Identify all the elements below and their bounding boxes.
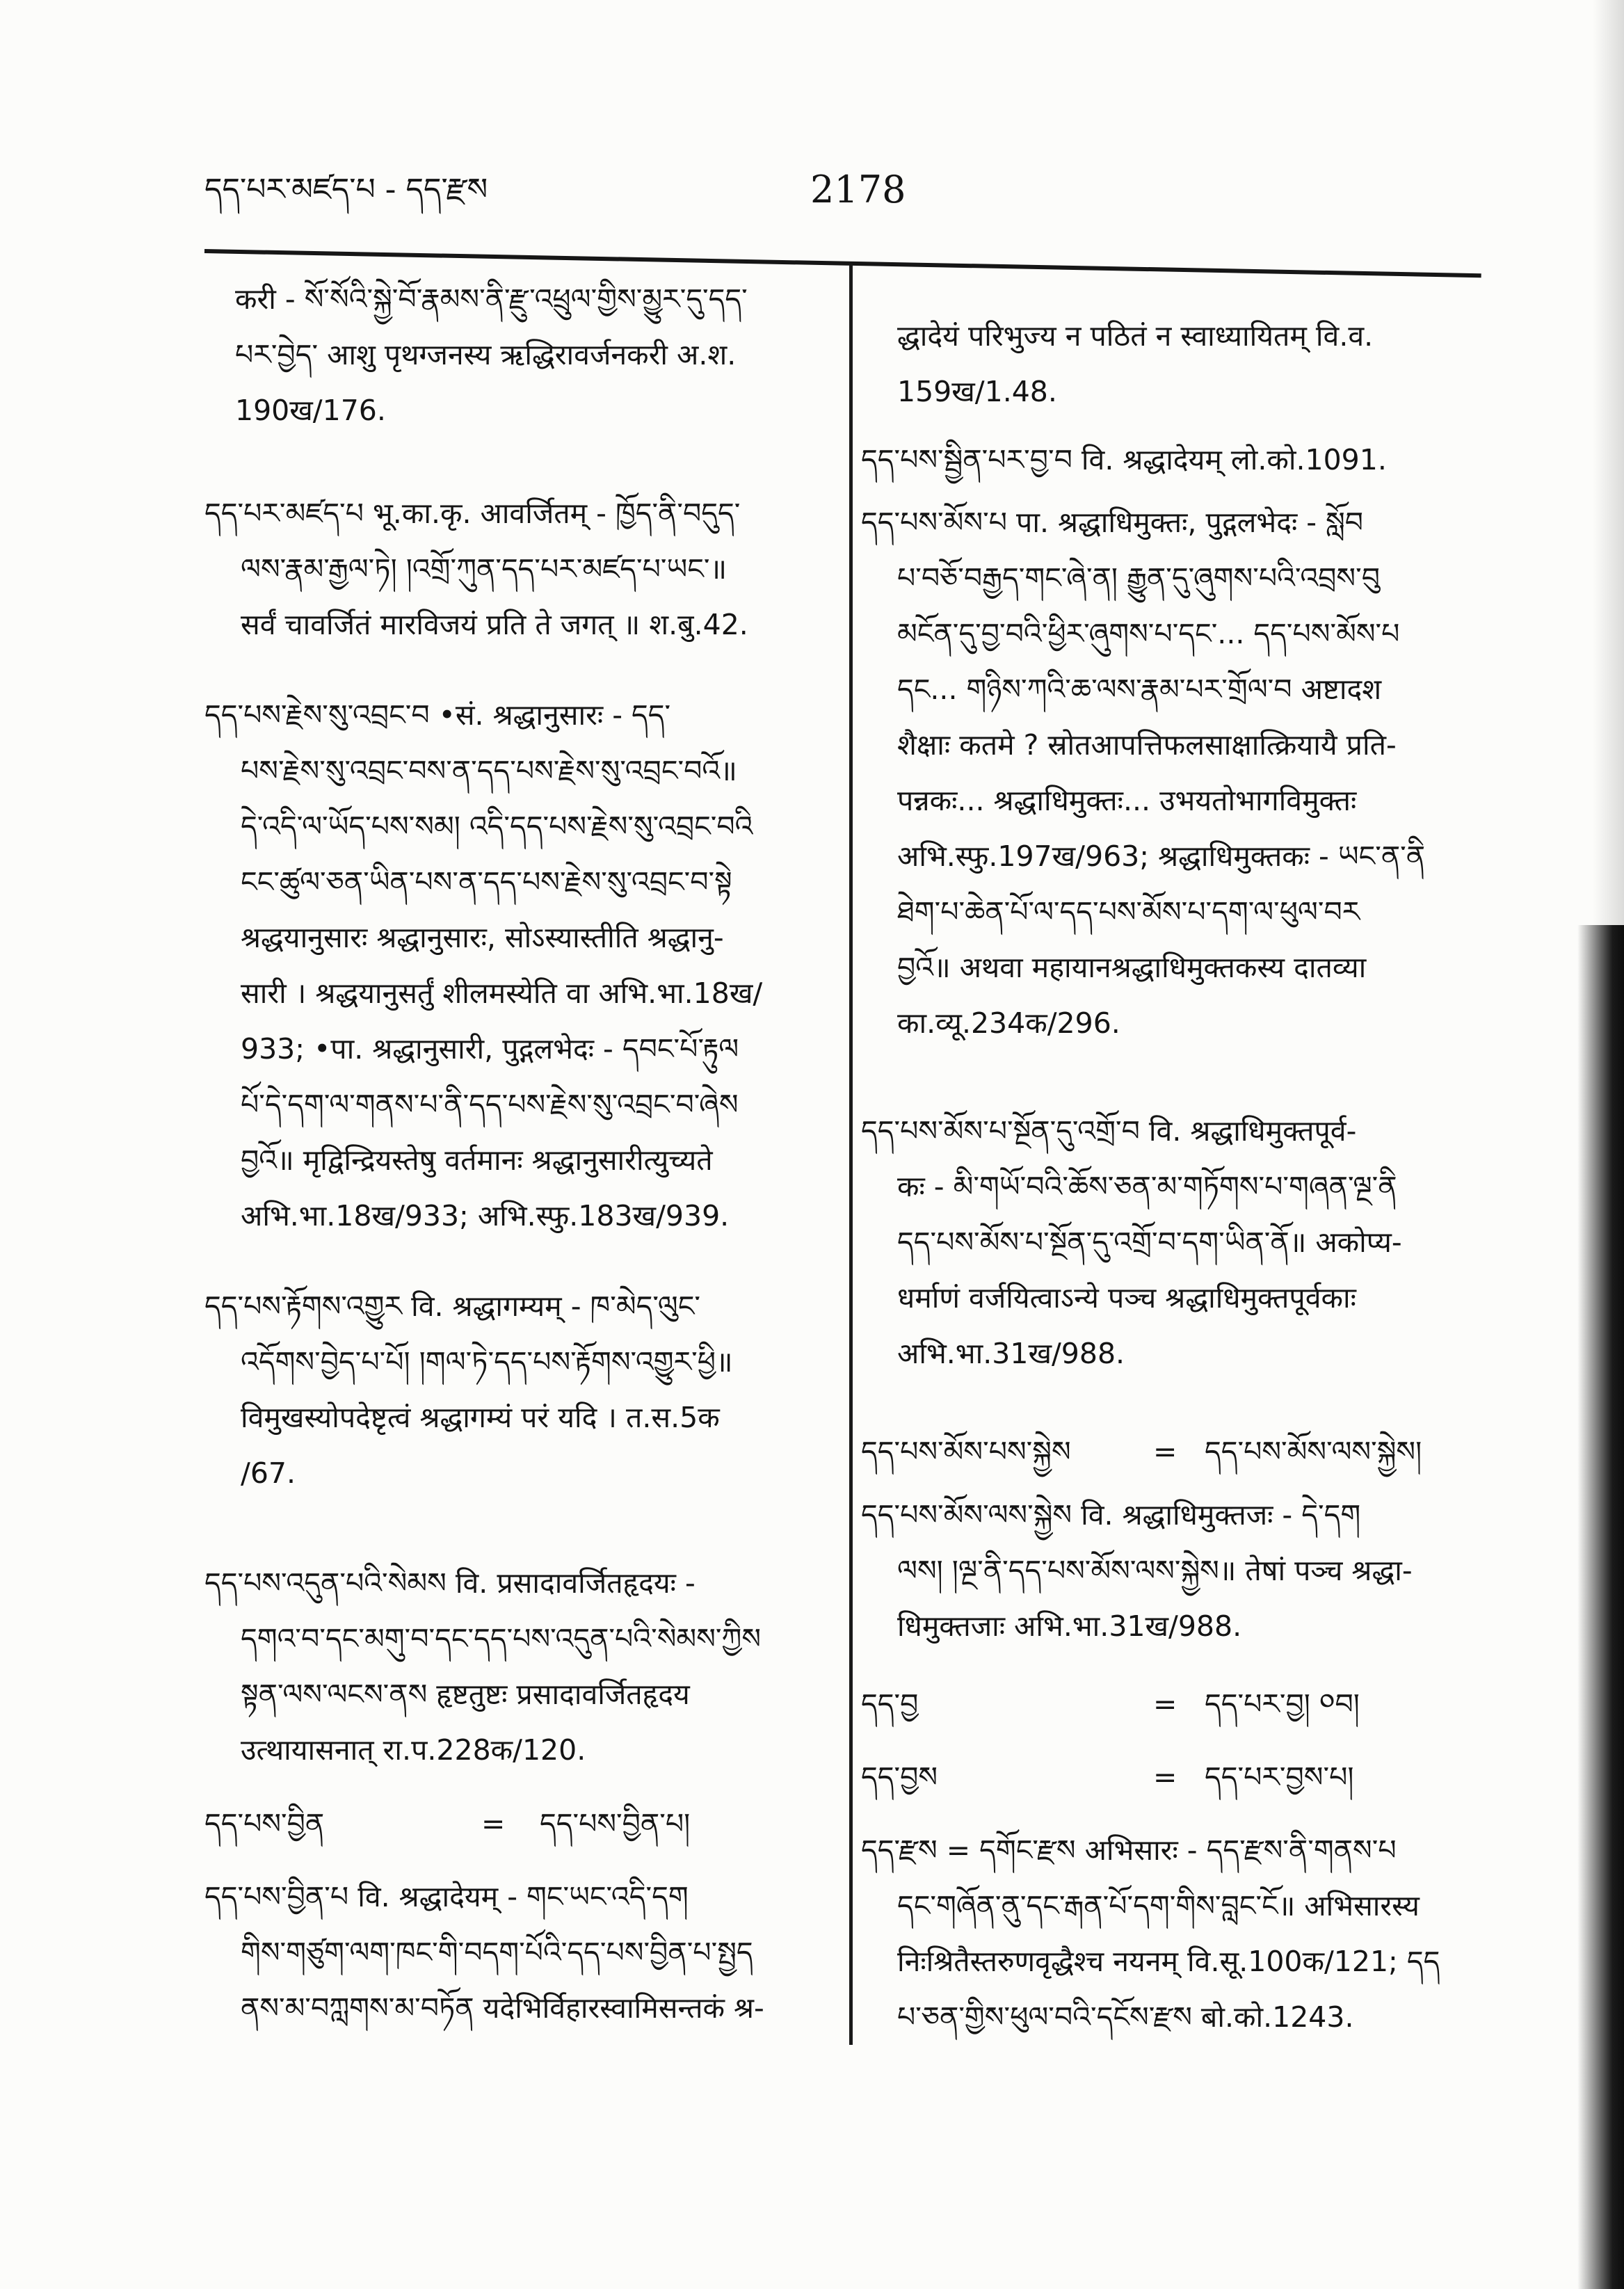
column-divider [849, 264, 853, 2045]
entry-line: धर्माणं वर्जयित्वाऽन्ये पञ्च श्रद्धाधिमुक्तपूर्वकाः [897, 1281, 1356, 1315]
dictionary-entry [204, 485, 832, 652]
entry-line: पन्नकः... श्रद्धाधिमुक्तः... उभयतोभागविमुक्तः [897, 784, 1357, 817]
xref-equals: = [1153, 1435, 1177, 1468]
entry-line: བྱའོ॥ अथवा महायानश्रद्धाधिमुक्तकस्य दातव्या [897, 951, 1367, 984]
entry-line: श्रद्धयानुसारः श्रद्धानुसारः, सोऽस्यास्तीति श्रद्धानु- [241, 921, 724, 954]
cross-reference-entry [861, 1676, 1481, 1732]
scan-edge-shadow [1577, 925, 1624, 2289]
dictionary-entry [861, 1103, 1481, 1381]
xref-target: དད་པར་བྱ། ༠བ། [1205, 1687, 1360, 1721]
entry-line: विमुखस्योपदेष्टृत्वं श्रद्धागम्यं परं यदि । त.स.5क [241, 1401, 720, 1434]
entry-line: དང... གཉིས་ཀའི་ཆ་ལས་རྣམ་པར་གྲོལ་བ अष्टादश [897, 673, 1382, 706]
entry-line: करी - སོ་སོའི་སྐྱེ་བོ་རྣམས་ནི་རྫུ་འཕྲུལ་གྱིས་མྱུར་དུ་དད་ [235, 282, 748, 316]
entry-line: པ་ཅན་གྱིས་ཕུལ་བའི་དངོས་རྫས बो.को.1243. [897, 2000, 1354, 2034]
entry-line: अभि.भा.18ख/933; अभि.स्फु.183ख/939. [241, 1199, 730, 1232]
xref-equals: = [1153, 1687, 1177, 1721]
xref-target: དད་པར་བྱས་པ། [1205, 1760, 1354, 1794]
entry-line: པ་བཅོ་བརྒྱད་གང་ཞེ་ན། རྒྱུན་དུ་ཞུགས་པའི་འབྲས་བུ [897, 561, 1380, 595]
entry-headline: དད་པས་མོས་པ་སྔོན་དུ་འགྲོ་བ वि. श्रद्धाधिमुक्तपूर्व- [861, 1114, 1357, 1148]
entry-line: 933; •पा. श्रद्धानुसारी, पुद्गलभेदः - དབང་པོ་རྟུལ [241, 1032, 739, 1066]
dictionary-entry [204, 271, 832, 438]
entry-line: ངང་ཚུལ་ཅན་ཡིན་པས་ན་དད་པས་རྗེས་སུ་འབྲང་བ་སྟེ [241, 865, 732, 899]
xref-equals: = [481, 1807, 506, 1840]
dictionary-entry [204, 687, 832, 1244]
entry-line: अभि.भा.31ख/988. [897, 1337, 1125, 1370]
entry-line: उत्थायासनात् रा.प.228क/120. [241, 1733, 586, 1767]
entry-line: གིས་གཙུག་ལག་ཁང་གི་བདག་པོའི་དད་པས་བྱིན་པ་སྤྱད [241, 1936, 753, 1969]
entry-line: का.व्यू.234क/296. [897, 1006, 1120, 1040]
entry-line: 159ख/1.48. [897, 375, 1057, 408]
entry-line: ལས། །ལྔ་ནི་དད་པས་མོས་ལས་སྐྱེས॥ तेषां पञ्च श्रद्धा- [897, 1554, 1413, 1587]
entry-line: 190ख/176. [235, 394, 386, 427]
entry-line: /67. [241, 1456, 296, 1490]
entry-headline: དད་པས་བྱིན་པ वि. श्रद्धादेयम् - གང་ཡང་འདི་དག [204, 1880, 689, 1913]
entry-line: པས་རྗེས་སུ་འབྲང་བས་ན་དད་པས་རྗེས་སུ་འབྲང་བའོ॥ [241, 754, 737, 787]
entry-headline: དད་པས་རྗེས་སུ་འབྲང་བ •सं. श्रद्धानुसारः - དད་ [204, 698, 671, 732]
dictionary-entry [861, 432, 1481, 488]
dictionary-entry [861, 308, 1481, 419]
xref-headword: དད་བྱས [861, 1760, 938, 1794]
entry-line: सर्वं चावर्जितं मारविजयं प्रति ते जगत् ॥ श.बु.42. [241, 608, 748, 641]
entry-line: ལས་རྣམ་རྒྱལ་ཏེ། །འགྲོ་ཀུན་དད་པར་མཛད་པ་ཡང་॥ [241, 552, 727, 586]
dictionary-entry [861, 1487, 1481, 1654]
entry-headline: དད་རྫས = དགོང་རྫས अभिसारः - དད་རྫས་ནི་གནས་པ [861, 1833, 1397, 1867]
entry-line: དགའ་བ་དང་མགུ་བ་དང་དད་པས་འདུན་པའི་སེམས་ཀྱིས [241, 1622, 762, 1655]
xref-headword: དད་པས་མོས་པས་སྐྱེས [861, 1435, 1071, 1468]
entry-line: སྟན་ལས་ལངས་ནས हृष्टतुष्टः प्रसादावर्जितहृदय [241, 1678, 690, 1711]
entry-headline: དད་པས་འདུན་པའི་སེམས वि. प्रसादावर्जितहृदयः - [204, 1566, 696, 1600]
dictionary-entry [204, 1869, 832, 2036]
xref-equals: = [1153, 1760, 1177, 1794]
entry-headline: དད་པས་སྦྱིན་པར་བྱ་བ वि. श्रद्धादेयम् लो.को.1091. [861, 443, 1387, 476]
page-number: 2178 [810, 168, 906, 211]
entry-line: निःश्रितैस्तरुणवृद्धैश्च नयनम् वि.सू.100क/121; དད [897, 1945, 1440, 1978]
entry-line: शैक्षाः कतमे ? स्रोतआपत्तिफलसाक्षात्क्रियायै प्रति- [897, 728, 1397, 762]
xref-headword: དད་པས་བྱིན [204, 1807, 325, 1840]
entry-headline: དད་པས་མོས་ལས་སྐྱེས वि. श्रद्धाधिमुक्तजः - དེ་དག [861, 1498, 1361, 1532]
entry-line: དང་གཞོན་ནུ་དང་རྒན་པོ་དག་གིས་བླང་ངོ॥ अभिसारस्य [897, 1889, 1420, 1922]
dictionary-entry [861, 495, 1481, 1051]
entry-line: ཐེག་པ་ཆེན་པོ་ལ་དད་པས་མོས་པ་དག་ལ་ཕུལ་བར [897, 895, 1360, 929]
entry-line: द्धादेयं परिभुज्य न पठितं न स्वाध्यायितम् वि.व. [897, 319, 1374, 353]
cross-reference-entry [861, 1424, 1481, 1479]
scan-edge-shadow-top [1593, 0, 1624, 925]
entry-headline: དད་པས་མོས་པ पा. श्रद्धाधिमुक्तः, पुद्गलभेदः - སློབ [861, 506, 1364, 539]
running-head-title: དད་པར་མཛད་པ - དད་རྫས [204, 172, 488, 207]
cross-reference-entry [204, 1796, 832, 1852]
entry-line: कः - མི་གཡོ་བའི་ཆོས་ཅན་མ་གཏོགས་པ་གཞན་ལྔ་ནི [897, 1170, 1397, 1203]
xref-target: དད་པས་མོས་ལས་སྐྱེས། [1205, 1435, 1422, 1468]
entry-line: सारी । श्रद्धयानुसर्तुं शीलमस्येति वा अभि.भा.18ख/ [241, 977, 763, 1010]
entry-headline: དད་པར་མཛད་པ भू.का.कृ. आवर्जितम् - ཁྱོད་ནི་བདུད་ [204, 497, 741, 530]
entry-line: དེ་འདི་ལ་ཡོད་པས་སམ། འདི་དད་པས་རྗེས་སུ་འབྲང་བའི [241, 810, 753, 843]
entry-line: མངོན་དུ་བྱ་བའི་ཕྱིར་ཞུགས་པ་དང་... དད་པས་མོས་པ [897, 617, 1400, 650]
entry-line: འདོགས་བྱེད་པ་པོ། །གལ་ཏེ་དད་པས་རྟོགས་འགྱུར་ཕྱི॥ [241, 1345, 733, 1379]
entry-line: धिमुक्तजाः अभि.भा.31ख/988. [897, 1609, 1242, 1643]
entry-line: དད་པས་མོས་པ་སྔོན་དུ་འགྲོ་བ་དག་ཡིན་ནོ॥ अकोप्य- [897, 1226, 1402, 1259]
entry-line: པོ་དེ་དག་ལ་གནས་པ་ནི་དད་པས་རྗེས་སུ་འབྲང་བ་ཞེས [241, 1088, 739, 1121]
xref-target: དད་པས་བྱིན་པ། [540, 1807, 691, 1840]
dictionary-entry [204, 1278, 832, 1501]
entry-line: པར་བྱེད་ आशु पृथग्जनस्य ऋद्धिरावर्जनकरी अ.श. [235, 338, 737, 371]
entry-line: ནས་མ་བཀླགས་མ་བཏོན यदेभिर्विहारस्वामिसन्तकं श्र- [241, 1991, 764, 2025]
dictionary-entry [861, 1822, 1481, 2045]
xref-headword: དད་བྱ [861, 1687, 919, 1721]
dictionary-entry [204, 1555, 832, 1778]
entry-line: བྱའོ॥ मृद्विन्द्रियस्तेषु वर्तमानः श्रद्धानुसारीत्युच्यते [241, 1143, 713, 1177]
entry-line: अभि.स्फु.197ख/963; श्रद्धाधिमुक्तकः - ཡང་ན་ནི [897, 840, 1426, 873]
cross-reference-entry [861, 1749, 1481, 1805]
entry-headline: དད་པས་རྟོགས་འགྱུར वि. श्रद्धागम्यम् - ཁ་མེད་ལུང་ [204, 1290, 700, 1323]
